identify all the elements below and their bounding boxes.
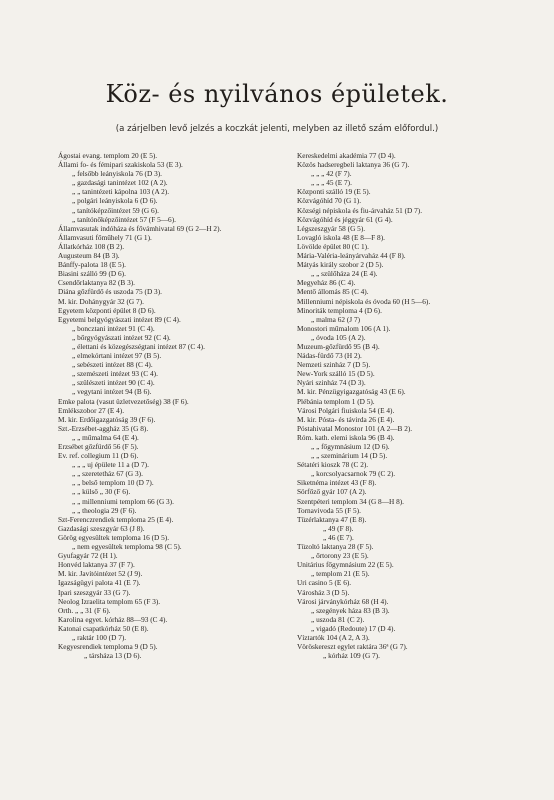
index-entry: Görög egyesültek temploma 16 (D 5).: [58, 532, 170, 542]
index-entry: „ gazdasági tanintézet 102 (A 2).: [72, 178, 168, 188]
index-entry: Megyeház 86 (C 4).: [297, 278, 356, 288]
index-entry: Tüzoltó laktanya 28 (F 5).: [297, 542, 374, 552]
index-entry: „ 49 (F 8).: [323, 523, 354, 533]
index-entry: Augusteum 84 (B 3).: [58, 251, 120, 261]
index-entry: Muzeum-gőzfürdő 95 (B 4).: [297, 341, 380, 351]
index-entry: Szt-Ferenczrendiek temploma 25 (E 4).: [58, 514, 174, 524]
index-entry: Monostori műmalom 106 (A 1).: [297, 323, 391, 333]
index-entry: M. kir. Javítóintézet 52 (J 9).: [58, 569, 143, 579]
index-entry: „ vigadó (Redoute) 17 (D 4).: [311, 623, 396, 633]
index-entry: „ kórház 109 (G 7).: [323, 651, 380, 661]
index-entry: Gyufagyár 72 (H 1).: [58, 551, 118, 561]
index-entry: Emlékszobor 27 (E 4).: [58, 405, 125, 415]
index-entry: Mátyás király szobor 2 (D 5).: [297, 260, 384, 270]
index-entry: „ „ theologia 29 (F 6).: [72, 505, 137, 515]
index-entry: Gazdasági szeszgyár 63 (J 8).: [58, 523, 145, 533]
index-entry: „ „ millenniumi templom 66 (G 3).: [72, 496, 174, 506]
index-entry: Honvéd laktanya 37 (F 7).: [58, 560, 135, 570]
index-entry: Karolina egyet. kórház 88—93 (C 4).: [58, 614, 168, 624]
index-entry: Minoriták temploma 4 (D 6).: [297, 305, 382, 315]
index-entry: Községi népiskola és fiu-árvaház 51 (D 7).: [297, 205, 423, 215]
index-entry: „ raktár 100 (D 7).: [72, 632, 127, 642]
index-entry: Tüzérlaktanya 47 (E 8).: [297, 514, 367, 524]
index-entry: „ „ „ uj épülete 11 a (D 7).: [72, 460, 149, 470]
index-entry: Vöröskereszt egylet raktára 36ª (G 7).: [297, 642, 408, 652]
index-entry: Erzsébet gőzfürdő 56 (F 5).: [58, 442, 139, 451]
index-entry: „ óvoda 105 (A 2).: [311, 332, 366, 342]
index-entry: Lövölde épület 80 (C 1).: [297, 241, 369, 251]
index-entry: „ korcsolyacsarnok 79 (C 2).: [311, 469, 396, 479]
index-entry: Póstahivatal Monostor 101 (A 2—B 2).: [297, 423, 413, 433]
page-subtitle: (a zárjelben levő jelzés a koczkát jelenti, melyben az illető szám előfordul.): [115, 124, 439, 134]
index-entry: „ malma 62 (J 7): [311, 314, 361, 324]
index-entry: „ őrtorony 23 (E 5).: [311, 551, 369, 561]
index-entry: Közös hadseregbeli laktanya 36 (G 7).: [297, 160, 410, 170]
index-entry: „ 46 (E 7).: [323, 532, 354, 542]
index-entry: „ polgári leányiskola 6 (D 6).: [72, 196, 158, 206]
index-entry: Államvasutak indóháza és fővámhivatal 69 (G 2—H 2).: [58, 223, 222, 233]
index-entry: Mária-Valéria-leányárvaház 44 (F 8).: [297, 251, 406, 261]
index-entry: Közvágóhíd és jéggyár 61 (G 4).: [297, 214, 393, 224]
left-index-column: [58, 151, 310, 660]
index-entry: „ tanítónőképzőintézet 57 (F 5—6).: [72, 214, 176, 224]
index-entry: Diána gőzfürdő és uszoda 75 (D 3).: [58, 287, 162, 297]
index-entry: New-York szálló 15 (D 5).: [297, 369, 375, 379]
index-entry: „ szülészeti intézet 90 (C 4).: [72, 378, 155, 388]
index-entry: Állami fo- és fémipari szakiskola 53 (E 3).: [58, 160, 183, 170]
index-entry: Orth. „ „ 31 (F 6).: [58, 605, 111, 615]
index-entry: Millenniumi népiskola és óvoda 60 (H 5—6).: [297, 296, 431, 306]
index-entry: Városház 3 (D 5).: [297, 587, 350, 597]
index-entry: „ vegytani intézet 94 (B 6).: [72, 387, 152, 397]
page-title: Köz- és nyilvános épületek.: [105, 80, 449, 108]
index-entry: „ felsőbb leányiskola 76 (D 3).: [72, 169, 162, 179]
index-entry: Államvasuti főműhely 71 (G 1).: [58, 232, 152, 242]
index-entry: „ „ belső templom 10 (D 7).: [72, 478, 154, 488]
index-entry: „ élettani és közegészségtani intézet 87 (C 4).: [72, 341, 205, 351]
index-entry: Emke palota (vasut üzletvezetőség) 38 (F 6).: [58, 396, 189, 406]
index-entry: „ „ műmalma 64 (E 4).: [72, 432, 139, 442]
index-entry: Szentpéteri templom 34 (G 8—H 8).: [297, 496, 404, 506]
index-entry: Városi járványkórház 68 (H 4).: [297, 596, 389, 606]
index-entry: Siketnéma intézet 43 (F 8).: [297, 478, 377, 488]
index-entry: Egyetemi belgyógyászati intézet 89 (C 4).: [58, 314, 181, 324]
index-entry: Szt.-Erzsébet-aggház 35 (G 8).: [58, 423, 149, 433]
index-entry: „ uszoda 81 (C 2).: [311, 614, 365, 624]
index-entry: Róm. kath. elemi iskola 96 (B 4).: [297, 432, 395, 442]
index-entry: M. kir. Dohánygyár 32 (G 7).: [58, 296, 144, 306]
index-entry: Neolog Izraelita templom 65 (F 3).: [58, 596, 161, 606]
index-entry: Városi Polgári fiuiskola 54 (E 4).: [297, 405, 395, 415]
index-entry: Plébánia templom 1 (D 5).: [297, 396, 375, 406]
index-entry: Közvágóhíd 70 (G 1).: [297, 196, 362, 206]
index-entry: Tornavivoda 55 (F 5).: [297, 505, 361, 515]
index-entry: „ „ szeminárium 14 (D 5).: [311, 451, 388, 461]
index-entry: Nádas-fürdő 73 (H 2).: [297, 351, 362, 361]
index-entry: „ bőrgyógyászati intézet 92 (C 4).: [72, 332, 171, 342]
index-entry: Csendőrlaktanya 82 (B 3).: [58, 278, 136, 288]
index-entry: „ sebészeti intézet 88 (C 4).: [72, 360, 153, 370]
index-entry: Víztartók 104 (A 2, A 3).: [297, 632, 370, 642]
index-entry: M. kir. Pénzügyigazgatóság 43 (E 6).: [297, 387, 406, 397]
index-entry: „ templom 21 (E 5).: [311, 569, 370, 579]
index-entry: Igazságügyi palota 41 (E 7).: [58, 578, 141, 588]
index-entry: Katonai csapatkórház 50 (E 8).: [58, 623, 149, 633]
index-entry: Ev. ref. collegium 11 (D 6).: [58, 451, 139, 461]
index-entry: M. kir. Pósta- és távirda 26 (E 4).: [297, 414, 395, 424]
index-entry: Kereskedelmi akadémia 77 (D 4).: [297, 151, 396, 160]
index-entry: Nyári szinház 74 (D 3).: [297, 378, 366, 388]
index-entry: Ágostai evang. templom 20 (E 5).: [58, 151, 158, 160]
index-entry: „ boncztani intézet 91 (C 4).: [72, 323, 155, 333]
index-entry: Nemzeti szinház 7 (D 5).: [297, 360, 371, 370]
index-entry: „ szemészeti intézet 93 (C 4).: [72, 369, 158, 379]
index-entry: Lovagló iskola 48 (E 8—F 8).: [297, 232, 385, 242]
index-entry: „ „ „ 42 (F 7).: [311, 169, 352, 179]
right-index-column: [297, 151, 549, 660]
index-entry: „ társháza 13 (D 6).: [84, 651, 142, 661]
index-entry: „ „ főgymnásium 12 (D 6).: [311, 442, 390, 451]
index-entry: Egyetem központi épület 8 (D 6).: [58, 305, 156, 315]
index-entry: Biasini szálló 99 (D 6).: [58, 269, 126, 279]
index-entry: Sétatéri kioszk 78 (C 2).: [297, 460, 369, 470]
index-entry: „ „ tanintézeti kápolna 103 (A 2).: [72, 187, 170, 197]
index-entry: Sörfőző gyár 107 (A 2).: [297, 487, 367, 497]
index-entry: M. kir. Erdőigazgatóság 39 (F 6).: [58, 414, 156, 424]
index-entry: „ elmekórtani intézet 97 (B 5).: [72, 351, 162, 361]
index-entry: „ „ „ 45 (E 7).: [311, 178, 352, 188]
index-entry: Unitárius főgymnásium 22 (E 5).: [297, 560, 394, 570]
index-entry: „ „ szülőháza 24 (E 4).: [311, 269, 378, 279]
index-entry: „ „ külső „ 30 (F 6).: [72, 487, 131, 497]
index-entry: Mentő állomás 85 (C 4).: [297, 287, 369, 297]
index-entry: Központi szálló 19 (E 5).: [297, 187, 371, 197]
index-entry: Kegyesrendiek temploma 9 (D 5).: [58, 642, 158, 652]
index-entry: „ szegények háza 83 (B 3).: [311, 605, 390, 615]
index-entry: Bánffy-palota 18 (E 5).: [58, 260, 126, 270]
index-entry: Légszeszgyár 58 (G 5).: [297, 223, 366, 233]
index-entry: Ipari szeszgyár 33 (G 7).: [58, 587, 131, 597]
index-entry: „ tanítóképzőintézet 59 (G 6).: [72, 205, 159, 215]
index-entry: Uri casino 5 (E 6).: [297, 578, 352, 588]
index-entry: „ nem egyesültek temploma 98 (C 5).: [72, 542, 182, 552]
index-entry: Állatkórház 108 (B 2).: [58, 241, 125, 251]
index-entry: „ „ szeretetház 67 (G 3).: [72, 469, 143, 479]
